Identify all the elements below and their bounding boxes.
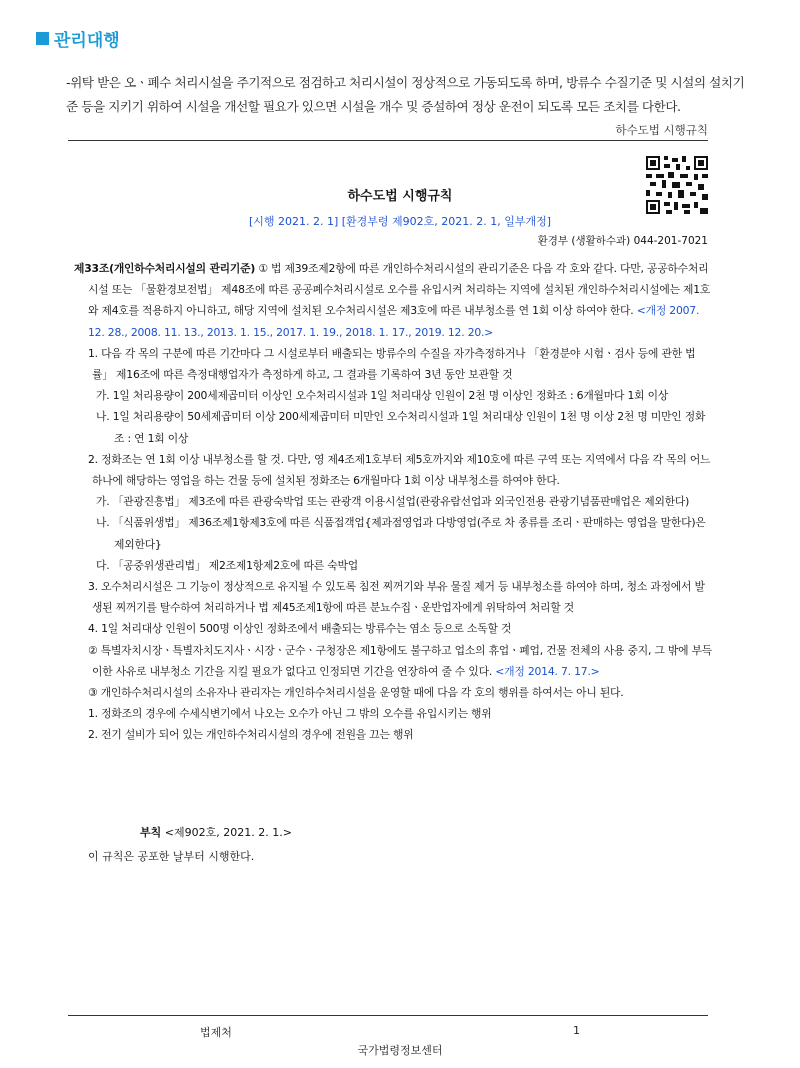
list-item: 다. 「공중위생관리법」 제2조제1항제2호에 따른 숙박업 (96, 558, 358, 572)
list-item: 1. 정화조의 경우에 수세식변기에서 나오는 오수가 아닌 그 밖의 오수를 유입시키는 행위 (88, 707, 492, 721)
article-paragraph-1 (74, 258, 714, 343)
list-item: 가. 「관광진흥법」 제3조에 따른 관광숙박업 또는 관광객 이용시설업(관광유람선업과 외국인전용 관광기념품판매업은 제외한다) (96, 495, 690, 509)
supplementary-heading (140, 824, 292, 840)
bottom-divider (68, 1015, 708, 1016)
section-title-text: 관리대행 (54, 31, 120, 51)
intro-text: -위탁 받은 오ㆍ폐수 처리시설을 주기적으로 점검하고 처리시설이 정상적으로 가동되도록 하며, 방류수 수질기준 및 시설의 설치기준 등을 지키기 위하여 시설을 개선할 필요가 있으면 시설을 개수 및 증설하여 정상 운전이 되도록 모든 조치를 다한다. (66, 75, 745, 114)
amendment-note: <개정 2007. 12. 28., 2008. 11. 13., 2013. 1. 15., 2017. 1. 19., 2018. 1. 17., 2019. 12. 20.> (88, 304, 700, 339)
supplementary-ref: <제902호, 2021. 2. 1.> (161, 826, 292, 839)
list-item: 3. 오수처리시설은 그 기능이 정상적으로 유지될 수 있도록 침전 찌꺼기와 부유 물질 제거 등 내부청소를 하여야 하며, 청소 과정에서 발생된 찌꺼기를 탈수하여 처리하거나 법 제45조제1항에 따른 분뇨수집ㆍ운반업자에게 위탁하여 처리할 것 (88, 580, 705, 615)
top-divider (68, 140, 708, 141)
ministry-contact: 환경부 (생활하수과) 044-201-7021 (537, 235, 708, 247)
source-label: 하수도법 시행규칙 (615, 123, 708, 137)
list-item: 나. 1일 처리용량이 50세제곱미터 이상 200세제곱미터 미만인 오수처리시설과 1일 처리대상 인원이 1천 명 이상 2천 명 미만인 정화조 : 연 1회 이상 (96, 410, 706, 445)
list-item: 4. 1일 처리대상 인원이 500명 이상인 정화조에서 배출되는 방류수는 염소 등으로 소독할 것 (88, 622, 512, 636)
list-item: 1. 다음 각 목의 구분에 따른 기간마다 그 시설로부터 배출되는 방류수의 수질을 자가측정하거나 「환경분야 시험ㆍ검사 등에 관한 법률」 제16조에 따른 측정대행업자가 측정하게 하고, 그 결과를 기록하여 3년 동안 보관할 것 (88, 346, 696, 382)
amendment-note: <개정 2014. 7. 17.> (495, 664, 600, 678)
list-item: 나. 「식품위생법」 제36조제1항제3호에 따른 식품접객업{제과점영업과 다방영업(주로 차 종류를 조리ㆍ판매하는 영업을 말한다)은 제외한다} (96, 516, 706, 551)
supplementary-label: 부칙 (140, 826, 162, 839)
article-paragraph-2-text: ② 특별자치시장ㆍ특별자치도지사ㆍ시장ㆍ군수ㆍ구청장은 제1항에도 불구하고 업소의 휴업ㆍ폐업, 건물 전체의 사용 중지, 그 밖에 부득이한 사유로 내부청소 기간을 지킬 필요가 없다고 인정되면 기간을 연장하여 줄 수 있다. (88, 643, 713, 678)
list-item: 가. 1일 처리용량이 200세제곱미터 이상인 오수처리시설과 1일 처리대상 인원이 2천 명 이상인 정화조 : 6개월마다 1회 이상 (96, 389, 669, 403)
article-body (74, 258, 714, 746)
list-item: 2. 정화조는 연 1회 이상 내부청소를 할 것. 다만, 영 제4조제1호부터 제5호까지와 제10호에 따른 구역 또는 지역에서 다음 각 목의 어느 하나에 해당하는 영업을 하는 건물 등에 설치된 정화조는 6개월마다 1회 이상 내부청소를 하여야 한다. (88, 452, 711, 488)
page-number: 1 (573, 1024, 580, 1037)
article-paragraph-2 (74, 640, 714, 682)
footer-source: 법제처 (200, 1026, 232, 1039)
article-heading: 제33조(개인하수처리시설의 관리기준) (74, 262, 256, 275)
article-paragraph-1-text: ① 법 제39조제2항에 따른 개인하수처리시설의 관리기준은 다음 각 호와 같다. 다만, 공공하수처리시설 또는 「물환경보전법」 제48조에 따른 공공폐수처리시설로 오수를 유입시켜 처리하는 지역에 설치된 개인하수처리시설에는 제1호와 제4호를 적용하지 아니하고, 해당 지역에 설치된 오수처리시설은 제3호에 따른 내부청소를 연 1회 이상 하여야 한다. (88, 262, 711, 318)
supplementary-body: 이 규칙은 공포한 날부터 시행한다. (88, 850, 255, 863)
article-paragraph-3: ③ 개인하수처리시설의 소유자나 관리자는 개인하수처리시설을 운영할 때에 다음 각 호의 행위를 하여서는 아니 된다. (88, 686, 624, 700)
list-item: 2. 전기 설비가 되어 있는 개인하수처리시설의 경우에 전원을 끄는 행위 (88, 728, 414, 742)
qr-code-icon (646, 156, 708, 214)
document-title: 하수도법 시행규칙 (347, 189, 453, 204)
enactment-info: [시행 2021. 2. 1] [환경부령 제902호, 2021. 2. 1, 일부개정] (248, 215, 552, 228)
square-bullet-icon (36, 32, 49, 45)
section-title (36, 26, 120, 51)
footer-center: 국가법령정보센터 (357, 1044, 443, 1057)
